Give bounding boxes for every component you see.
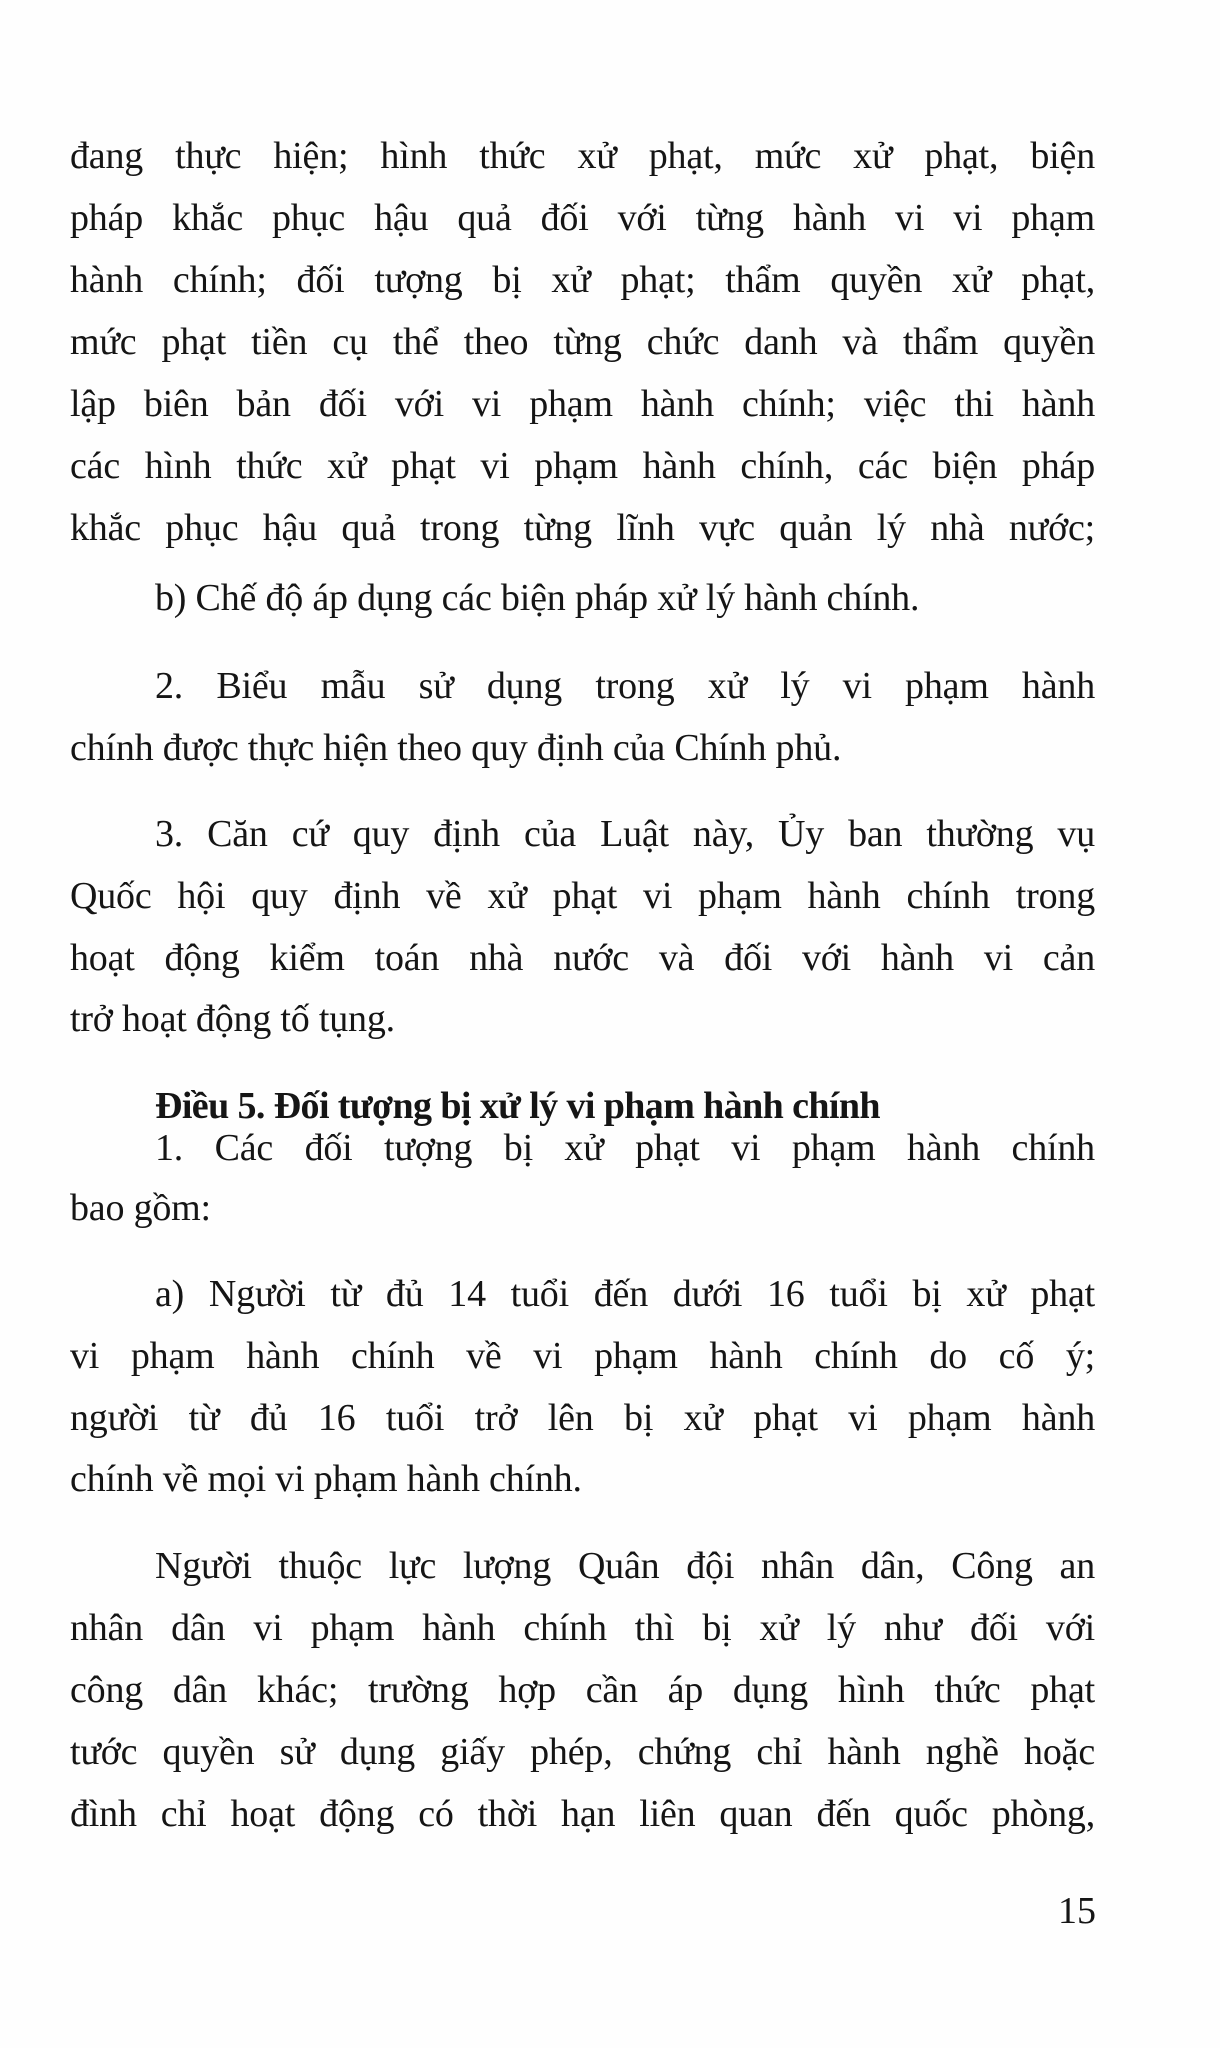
text-line: công dân khác; trường hợp cần áp dụng hình thức phạt <box>70 1669 1095 1711</box>
text-line: đình chỉ hoạt động có thời hạn liên quan đến quốc phòng, <box>70 1793 1095 1835</box>
text-line: mức phạt tiền cụ thể theo từng chức danh và thẩm quyền <box>70 321 1095 363</box>
page-number: 15 <box>1058 1890 1096 1932</box>
text-line: chính về mọi vi phạm hành chính. <box>70 1458 582 1500</box>
text-line: lập biên bản đối với vi phạm hành chính; việc thi hành <box>70 383 1095 425</box>
clause-1-line: 1. Các đối tượng bị xử phạt vi phạm hành chính <box>155 1127 1095 1169</box>
text-line: pháp khắc phục hậu quả đối với từng hành vi vi phạm <box>70 197 1095 239</box>
text-line: tước quyền sử dụng giấy phép, chứng chỉ hành nghề hoặc <box>70 1731 1095 1773</box>
clause-b-line: b) Chế độ áp dụng các biện pháp xử lý hành chính. <box>155 577 920 619</box>
text-line: chính được thực hiện theo quy định của Chính phủ. <box>70 727 842 769</box>
clause-a-line: a) Người từ đủ 14 tuổi đến dưới 16 tuổi bị xử phạt <box>155 1273 1095 1315</box>
text-line: trở hoạt động tố tụng. <box>70 998 395 1040</box>
text-line: các hình thức xử phạt vi phạm hành chính, các biện pháp <box>70 445 1095 487</box>
text-line: hành chính; đối tượng bị xử phạt; thẩm quyền xử phạt, <box>70 259 1095 301</box>
text-line: khắc phục hậu quả trong từng lĩnh vực quản lý nhà nước; <box>70 507 1095 549</box>
text-line: hoạt động kiểm toán nhà nước và đối với hành vi cản <box>70 937 1095 979</box>
text-line: nhân dân vi phạm hành chính thì bị xử lý như đối với <box>70 1607 1095 1649</box>
clause-2-line: 2. Biểu mẫu sử dụng trong xử lý vi phạm hành <box>155 665 1095 707</box>
text-line: bao gồm: <box>70 1187 211 1229</box>
text-line: đang thực hiện; hình thức xử phạt, mức xử phạt, biện <box>70 135 1095 177</box>
text-line: Quốc hội quy định về xử phạt vi phạm hành chính trong <box>70 875 1095 917</box>
article-heading: Điều 5. Đối tượng bị xử lý vi phạm hành chính <box>155 1085 880 1127</box>
text-line: vi phạm hành chính về vi phạm hành chính do cố ý; <box>70 1335 1095 1377</box>
clause-3-line: 3. Căn cứ quy định của Luật này, Ủy ban thường vụ <box>155 813 1095 855</box>
paragraph-line: Người thuộc lực lượng Quân đội nhân dân, Công an <box>155 1545 1095 1587</box>
text-line: người từ đủ 16 tuổi trở lên bị xử phạt vi phạm hành <box>70 1397 1095 1439</box>
